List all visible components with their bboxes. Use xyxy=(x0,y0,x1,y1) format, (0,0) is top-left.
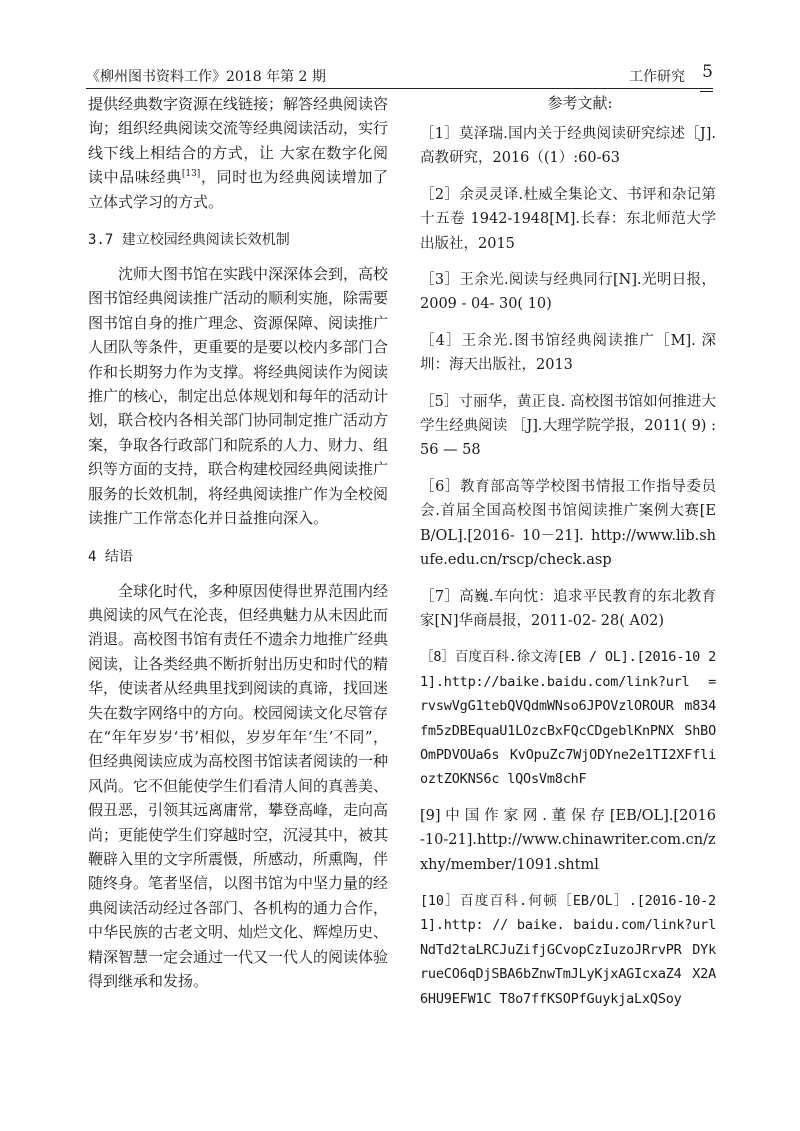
section-name: 工作研究 xyxy=(629,69,685,85)
reference-item: [10］百度百科.何顿［EB/OL］.[2016-10-21].http: // baike. baidu.com/link?urlNdTd2taLRCJuZifjGCvopCzIuzoJRrvPR DYkrueCO6qDjSBA6bZnwTmJLyKjxAGIcxaZ4 X2A6HU9EFW1C T8o7ffKSOPfGuykjaLxQSoy xyxy=(420,892,716,1007)
body-paragraph-1: 提供经典数字资源在线链接；解答经典阅读咨询；组织经典阅读交流等经典阅读活动，实行线下线上相结合的方式，让 大家在数字化阅读中品味经典[13]，同时也为经典阅读增加了立体式学习的方式。 xyxy=(88,95,389,211)
page-number: 5 xyxy=(702,62,713,82)
section-heading-4: 4 结语 xyxy=(88,548,133,565)
reference-item: [9] 中 国 作 家 网 . 董 保 存 [EB/OL].[2016-10-21].http://www.chinawriter.com.cn/zxhy/member/1091.shtml xyxy=(420,807,716,873)
reference-item: ［2］余灵灵译.杜威全集论文、书评和杂记第十五卷 1942-1948[M].长春：东北师范大学出版社，2015 xyxy=(420,186,716,252)
reference-item: ［8］百度百科.徐文涛[EB / OL].[2016-10 21].http://baike.baidu.com/link?url = rvswVgG1tebQVQdmWNso6JPOVzlOROUR m834fm5zDBEquaU1LOzcBxFQcCDgeblKnPNX ShBOOmPDVOUa6s KvOpuZc7WjODYne2e1TI2XFflioztZOKNS6c lQOsVm8chF xyxy=(420,649,716,788)
journal-title: 《柳州图书资料工作》2018 年第 2 期 xyxy=(86,69,326,85)
reference-item: ［4］王余光.图书馆经典阅读推广［M]. 深圳：海天出版社，2013 xyxy=(420,332,716,374)
header-rule xyxy=(86,88,713,89)
left-column xyxy=(88,92,388,993)
section-heading-3-7: 3.7 建立校园经典阅读长效机制 xyxy=(88,232,290,249)
body-paragraph-3: 全球化时代，多种原因使得世界范围内经典阅读的风气在沦丧，但经典魅力从未因此而消退。高校图书馆有责任不遗余力地推广经典阅读，让各类经典不断折射出历史和时代的精华，使读者从经典里找到阅读的真谛，找回迷失在数字网络中的方向。校园阅读文化尽管存在“年年岁岁‘书’相似，岁岁年年‘生’不同”，但经典阅读应成为高校图书馆读者阅读的一种风尚。它不但能使学生们看清人间的真善美、假丑恶，引领其远离庸常，攀登高峰，走向高尚；更能使学生们穿越时空，沉浸其中，被其鞭辟入里的文字所震慑，所感动，所熏陶，伴随终身。笔者坚信，以图书馆为中坚力量的经典阅读活动经过各部门、各机构的通力合作，中华民族的古老文明、灿烂文化、辉煌历史、精深智慧一定会通过一代又一代人的阅读体验得到继承和发扬。 xyxy=(88,581,389,990)
reference-item: ［5］寸丽华，黄正良. 高校图书馆如何推进大学生经典阅读 ［J].大理学院学报，2011( 9) : 56 — 58 xyxy=(420,393,716,459)
reference-item: ［1］莫泽瑞.国内关于经典阅读研究综述［J].高教研究，2016（(1）:60-63 xyxy=(420,126,716,167)
references-title: 参考文献: xyxy=(547,94,613,112)
reference-item: ［6］教育部高等学校图书情报工作指导委员会.首届全国高校图书馆阅读推广案例大赛[EB/OL].[2016- 10－21]. http://www.lib.shufe.edu.cn/rscp/check.asp xyxy=(420,478,716,569)
citation-13: [13] xyxy=(181,169,201,180)
reference-item: ［3］王余光.阅读与经典同行[N].光明日报，2009 - 04- 30( 10) xyxy=(420,272,716,313)
body-paragraph-2: 沈师大图书馆在实践中深深体会到，高校图书馆经典阅读推广活动的顺利实施，除需要图书馆自身的推广理念、资源保障、阅读推广人团队等条件，更重要的是要以校内多部门合作和长期努力作为支撑。将经典阅读作为阅读推广的核心，制定出总体规划和每年的活动计划，联合校内各相关部门协同制定推广活动方案，争取各行政部门和院系的人力、财力、组织等方面的支持，联合构建校园经典阅读推广服务的长效机制，将经典阅读推广作为全校阅读推广工作常态化并日益推向深入。 xyxy=(88,265,389,528)
references-column xyxy=(420,92,716,1011)
reference-item: ［7］高巍.车向忱：追求平民教育的东北教育家[N]华商晨报，2011-02- 28( A02) xyxy=(420,588,716,629)
